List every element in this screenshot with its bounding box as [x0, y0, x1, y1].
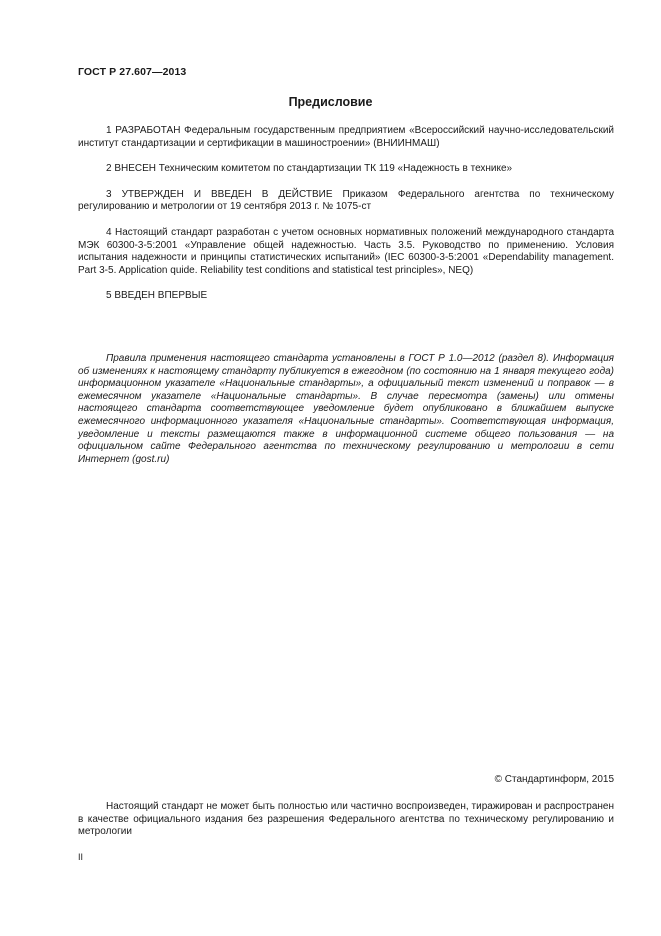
- copyright-notice: © Стандартинформ, 2015: [494, 774, 614, 785]
- foreword-paragraph-2: 2 ВНЕСЕН Техническим комитетом по стандартизации ТК 119 «Надежность в технике»: [106, 163, 513, 175]
- page-title: Предисловие: [288, 95, 373, 109]
- document-code: ГОСТ Р 27.607—2013: [78, 66, 187, 78]
- page-number: II: [78, 852, 84, 862]
- reproduction-rights-notice: Настоящий стандарт не может быть полностью или частично воспроизведен, тиражирован и распространен в качестве официального издания без разрешения Федерального агентства по техническому регулированию и метрологии: [78, 801, 614, 838]
- foreword-paragraph-1: 1 РАЗРАБОТАН Федеральным государственным предприятием «Всероссийский научно-исследовательский институт стандартизации и сертификации в машиностроении» (ВНИИНМАШ): [78, 125, 614, 149]
- application-rules-notice: Правила применения настоящего стандарта установлены в ГОСТ Р 1.0—2012 (раздел 8). Информация об изменениях к настоящему стандарту публикуется в ежегодном (по состоянию на 1 января текущего года) информационном указателе «Национальные стандарты», а официальный текст изменений и поправок — в ежемесячном указателе «Национальные стандарты». В случае пересмотра (замены) или отмены настоящего стандарта соответствующее уведомление будет опубликовано в ближайшем выпуске ежемесячного информационного указателя «Национальные стандарты». Соответствующая информация, уведомление и тексты размещаются также в информационной системе общего пользования — на официальном сайте Федерального агентства по техническому регулированию и метрологии в сети Интернет (gost.ru): [78, 353, 614, 465]
- foreword-paragraph-5: 5 ВВЕДЕН ВПЕРВЫЕ: [106, 290, 208, 302]
- foreword-paragraph-4: 4 Настоящий стандарт разработан с учетом основных нормативных положений международного стандарта МЭК 60300-3-5:2001 «Управление общей надежностью. Часть 3.5. Руководство по применению. Условия испытания надежности и принципы статистических испытаний» (IEC 60300-3-5:2001 «Dependability management. Part 3-5. Application quide. Reliability test conditions and statistical test principles», NEQ): [78, 226, 614, 276]
- foreword-body: [78, 125, 614, 303]
- foreword-paragraph-3: 3 УТВЕРЖДЕН И ВВЕДЕН В ДЕЙСТВИЕ Приказом Федерального агентства по техническому регулированию и метрологии от 19 сентября 2013 г. № 1075-ст: [78, 188, 614, 213]
